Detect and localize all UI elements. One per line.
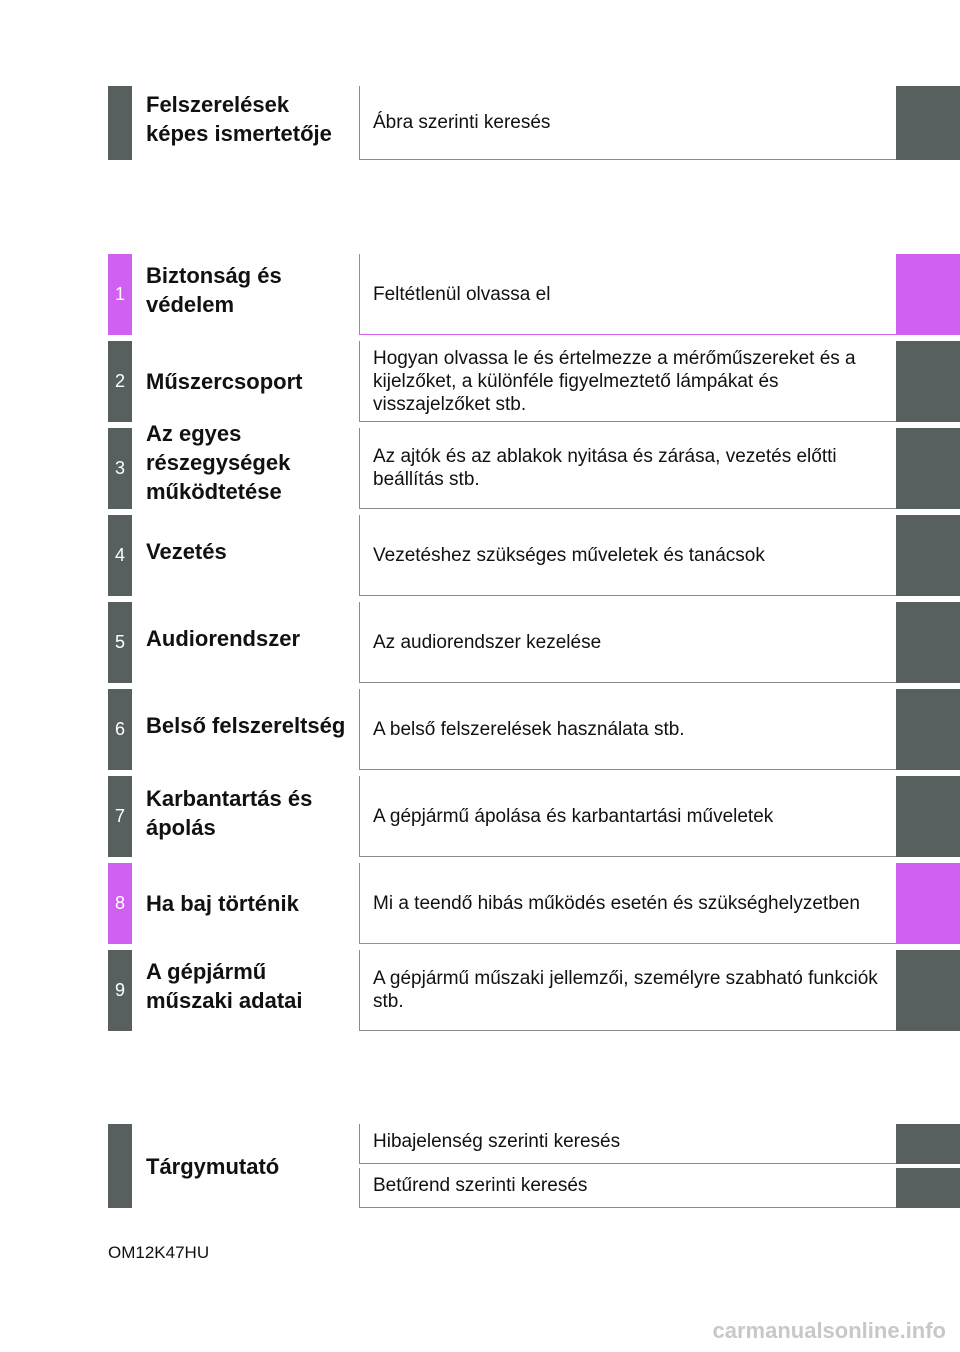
header-marker	[108, 86, 132, 160]
chapter-tab[interactable]	[896, 428, 960, 509]
chapter-title: Karbantartás és ápolás	[146, 785, 313, 840]
chapter-description: Vezetéshez szükséges műveletek és tanácsok	[359, 515, 896, 596]
chapter-title: Belső felszereltség	[146, 713, 346, 738]
chapter-description: Hogyan olvassa le és értelmezze a mérőműszereket és a kijelzőket, a különféle figyelmeztető lámpákat és visszajelzőket stb.	[359, 341, 896, 422]
chapter-title: Vezetés	[146, 539, 227, 564]
index-tab[interactable]	[896, 1168, 960, 1208]
chapter-description: A gépjármű műszaki jellemzői, személyre szabható funkciók stb.	[359, 950, 896, 1031]
chapter-description: Mi a teendő hibás működés esetén és szükséghelyzetben	[359, 863, 896, 944]
watermark: carmanualsonline.info	[712, 1318, 946, 1343]
chapter-tab[interactable]	[896, 341, 960, 422]
chapter-tab[interactable]	[896, 515, 960, 596]
index-item-label: Betűrend szerinti keresés	[359, 1168, 896, 1208]
chapter-tab[interactable]	[896, 689, 960, 770]
chapter-row-7[interactable]	[0, 776, 960, 857]
index-tab[interactable]	[896, 1124, 960, 1164]
chapter-tab[interactable]	[896, 254, 960, 335]
chapter-number: 2	[108, 341, 132, 422]
index-item-alphabetical[interactable]	[0, 1168, 960, 1208]
chapter-title: Audiorendszer	[146, 626, 301, 651]
chapter-number: 7	[108, 776, 132, 857]
chapter-number: 1	[108, 254, 132, 335]
chapter-row-9[interactable]	[0, 950, 960, 1031]
chapter-title: A gépjármű műszaki adatai	[146, 958, 303, 1013]
chapter-row-3[interactable]	[0, 421, 960, 509]
chapter-description: Az ajtók és az ablakok nyitása és zárása, vezetés előtti beállítás stb.	[359, 428, 896, 509]
document-code: OM12K47HU	[108, 1243, 210, 1262]
chapter-description: A belső felszerelések használata stb.	[359, 689, 896, 770]
chapter-title: Biztonság és védelem	[146, 262, 282, 317]
chapter-tab[interactable]	[896, 776, 960, 857]
index-item-label: Hibajelenség szerinti keresés	[359, 1124, 896, 1164]
header-tab[interactable]	[896, 86, 960, 160]
chapter-number: 6	[108, 689, 132, 770]
index-title: Tárgymutató	[146, 1153, 280, 1179]
header-row[interactable]	[0, 86, 960, 160]
chapter-description: A gépjármű ápolása és karbantartási műveletek	[359, 776, 896, 857]
chapter-tab[interactable]	[896, 950, 960, 1031]
chapter-number: 9	[108, 950, 132, 1031]
chapter-title: Az egyes részegységek működtetése	[146, 421, 291, 504]
chapter-row-5[interactable]	[0, 602, 960, 683]
header-title: Felszerelések képes ismertetője	[146, 92, 332, 146]
header-description: Ábra szerinti keresés	[359, 86, 896, 160]
chapter-title: Műszercsoport	[146, 369, 303, 394]
chapter-row-2[interactable]	[0, 341, 960, 422]
chapter-tab[interactable]	[896, 602, 960, 683]
chapter-number: 4	[108, 515, 132, 596]
chapter-number: 3	[108, 428, 132, 509]
chapter-title: Ha baj történik	[146, 891, 299, 916]
index-item-fault[interactable]	[0, 1124, 960, 1164]
chapter-row-8[interactable]	[0, 863, 960, 944]
chapter-row-6[interactable]	[0, 689, 960, 770]
chapter-number: 8	[108, 863, 132, 944]
chapter-row-4[interactable]	[0, 515, 960, 596]
chapter-tab[interactable]	[896, 863, 960, 944]
chapter-number: 5	[108, 602, 132, 683]
chapter-description: Feltétlenül olvassa el	[359, 254, 896, 335]
chapter-row-1[interactable]	[0, 254, 960, 335]
chapter-description: Az audiorendszer kezelése	[359, 602, 896, 683]
